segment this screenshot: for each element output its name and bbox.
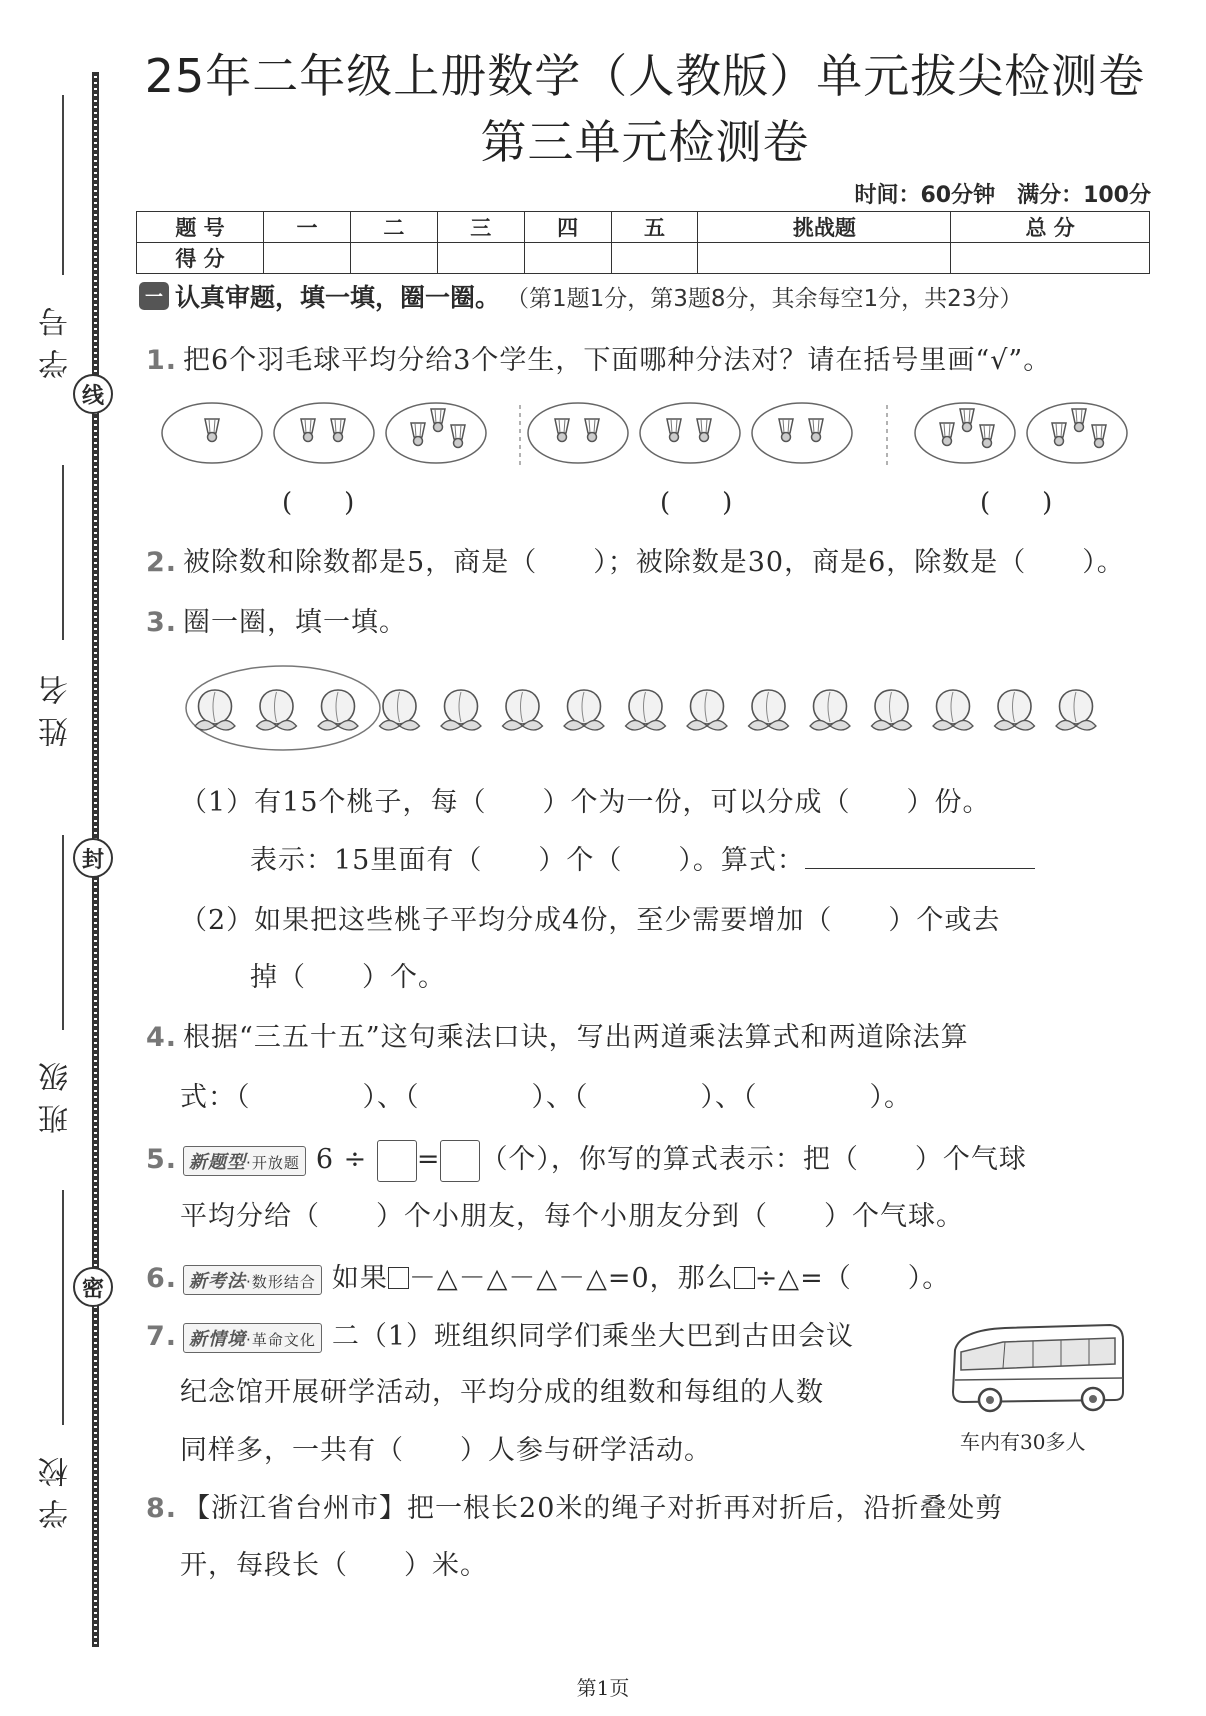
q6-text-mid: －△－△－△－△=0，那么 xyxy=(408,1263,734,1294)
section-note: （第1题1分，第3题8分，其余每空1分，共23分） xyxy=(506,285,1023,312)
q3-part1-text: 表示：15里面有（ ）个（ ）。算式： xyxy=(250,845,805,876)
binding-mark-feng: 封 xyxy=(73,838,113,878)
header-cell: 题 号 xyxy=(137,212,264,243)
question-1 xyxy=(146,338,1051,377)
question-2 xyxy=(146,540,1125,579)
square-symbol xyxy=(388,1267,409,1289)
tag-main: 新题型 xyxy=(189,1151,247,1173)
answer-paren-b[interactable]: ( ) xyxy=(660,488,733,518)
tag-sub: ·开放题 xyxy=(246,1153,300,1172)
rule-school xyxy=(62,1190,64,1425)
q6-text-post: ÷△=（ ）。 xyxy=(754,1263,951,1294)
header-cell: 二 xyxy=(350,212,437,243)
label-student-id: 学号 xyxy=(39,295,74,380)
bus-caption: 车内有30多人 xyxy=(960,1430,1086,1454)
peach-row xyxy=(180,660,1110,760)
question-5 xyxy=(146,1137,1027,1182)
q6-text-pre: 如果 xyxy=(331,1263,388,1294)
label-school: 学校 xyxy=(39,1445,74,1530)
question-text: 【浙江省台州市】把一根长20米的绳子对折再对折后，沿折叠处剪 xyxy=(183,1493,1004,1524)
bus-icon xyxy=(945,1320,1130,1420)
peach-icon xyxy=(441,690,481,730)
question-5-line2: 平均分给（ ）个小朋友，每个小朋友分到（ ）个气球。 xyxy=(180,1201,964,1232)
score-cell[interactable] xyxy=(524,243,611,274)
blank-box-divisor[interactable] xyxy=(377,1140,417,1182)
page-number: 第1页 xyxy=(576,1676,630,1700)
question-4-line2: 式：（ ）、（ ）、（ ）、（ ）。 xyxy=(180,1082,912,1113)
question-number: 3. xyxy=(146,607,178,638)
header-cell: 五 xyxy=(611,212,698,243)
rule-student-id xyxy=(62,95,64,275)
rule-name xyxy=(62,465,64,640)
score-table-score-row xyxy=(137,243,1150,274)
question-number: 1. xyxy=(146,345,178,376)
page-subtitle: 第三单元检测卷 xyxy=(480,115,810,169)
question-text: 根据“三五十五”这句乘法口诀，写出两道乘法算式和两道除法算 xyxy=(183,1022,969,1053)
peach-icon xyxy=(810,690,850,730)
question-7 xyxy=(146,1314,854,1353)
tag-main: 新考法 xyxy=(189,1270,247,1292)
exam-meta: 时间：60分钟 满分：100分 xyxy=(854,183,1151,208)
header-cell: 总 分 xyxy=(951,212,1150,243)
peach-icon xyxy=(257,690,297,730)
tag-main: 新情境 xyxy=(189,1328,247,1350)
shuttlecock-groups xyxy=(160,395,1140,475)
peach-icon xyxy=(380,690,420,730)
question-text: 圈一圈，填一填。 xyxy=(183,607,408,638)
tag-new-type xyxy=(183,1146,306,1176)
binding-mark-mi: 密 xyxy=(73,1267,113,1307)
option-a-plates xyxy=(162,403,486,463)
score-table-header xyxy=(137,212,1150,243)
score-cell[interactable] xyxy=(698,243,951,274)
question-7-line3: 同样多，一共有（ ）人参与研学活动。 xyxy=(180,1435,712,1466)
peach-icon xyxy=(503,690,543,730)
question-3 xyxy=(146,600,407,639)
score-cell[interactable] xyxy=(350,243,437,274)
score-row-label: 得 分 xyxy=(137,243,264,274)
question-text: 把6个羽毛球平均分给3个学生，下面哪种分法对？请在括号里画“√”。 xyxy=(183,345,1052,376)
question-6 xyxy=(146,1256,950,1295)
blank-box-quotient[interactable] xyxy=(440,1140,480,1182)
question-number: 7. xyxy=(146,1321,178,1352)
peach-icon xyxy=(626,690,666,730)
option-b-plates xyxy=(528,403,852,463)
tag-new-method xyxy=(183,1265,322,1295)
answer-paren-a[interactable]: ( ) xyxy=(282,488,355,518)
q5-text: （个），你写的算式表示：把（ ）个气球 xyxy=(480,1144,1027,1175)
page-title: 25年二年级上册数学（人教版）单元拔尖检测卷 xyxy=(144,49,1146,103)
question-number: 4. xyxy=(146,1022,178,1053)
question-text: 被除数和除数都是5，商是（ ）；被除数是30，商是6，除数是（ ）。 xyxy=(183,547,1125,578)
question-number: 2. xyxy=(146,547,178,578)
q3-part2-line2: 掉（ ）个。 xyxy=(250,962,446,993)
tag-sub: ·革命文化 xyxy=(246,1330,316,1349)
peach-icon xyxy=(872,690,912,730)
q3-part1-line2 xyxy=(250,838,1035,877)
answer-paren-c[interactable]: ( ) xyxy=(980,488,1053,518)
question-number: 8. xyxy=(146,1493,178,1524)
q3-part2-line1: （2）如果把这些桃子平均分成4份，至少需要增加（ ）个或去 xyxy=(180,905,1001,936)
binding-mark-xian: 线 xyxy=(73,374,113,414)
peach-icon xyxy=(564,690,604,730)
label-name: 姓名 xyxy=(39,663,74,747)
tag-new-context xyxy=(183,1323,322,1353)
section-title: 认真审题，填一填，圈一圈。 xyxy=(175,283,501,312)
question-text: 二（1）班组织同学们乘坐大巴到古田会议 xyxy=(331,1321,855,1352)
header-cell: 挑战题 xyxy=(698,212,951,243)
question-7-line2: 纪念馆开展研学活动，平均分成的组数和每组的人数 xyxy=(180,1377,824,1408)
peach-icon xyxy=(687,690,727,730)
section-badge: 一 xyxy=(139,282,169,310)
score-cell[interactable] xyxy=(264,243,351,274)
q3-part1-line1: （1）有15个桃子，每（ ）个为一份，可以分成（ ）份。 xyxy=(180,787,991,818)
tag-sub: ·数形结合 xyxy=(246,1272,316,1291)
peach-icon xyxy=(995,690,1035,730)
question-number: 5. xyxy=(146,1144,178,1175)
equation-answer-line[interactable] xyxy=(805,842,1035,869)
score-cell[interactable] xyxy=(951,243,1150,274)
question-8 xyxy=(146,1486,1003,1525)
header-cell: 三 xyxy=(437,212,524,243)
peach-icon xyxy=(1056,690,1096,730)
peach-icon xyxy=(933,690,973,730)
score-cell[interactable] xyxy=(611,243,698,274)
peach-icon xyxy=(195,690,235,730)
peach-icon xyxy=(318,690,358,730)
header-cell: 一 xyxy=(264,212,351,243)
square-symbol xyxy=(734,1267,755,1289)
option-c-plates xyxy=(915,403,1127,463)
question-8-line2: 开，每段长（ ）米。 xyxy=(180,1550,488,1581)
q5-equals: = xyxy=(416,1144,441,1175)
score-cell[interactable] xyxy=(437,243,524,274)
label-class: 班级 xyxy=(39,1050,74,1135)
section-1-heading xyxy=(139,278,1022,314)
peach-icon xyxy=(749,690,789,730)
rule-class xyxy=(62,835,64,1030)
q5-dividend: 6 ÷ xyxy=(315,1144,368,1175)
question-4 xyxy=(146,1015,969,1054)
score-table xyxy=(136,211,1150,274)
header-cell: 四 xyxy=(524,212,611,243)
question-number: 6. xyxy=(146,1263,178,1294)
